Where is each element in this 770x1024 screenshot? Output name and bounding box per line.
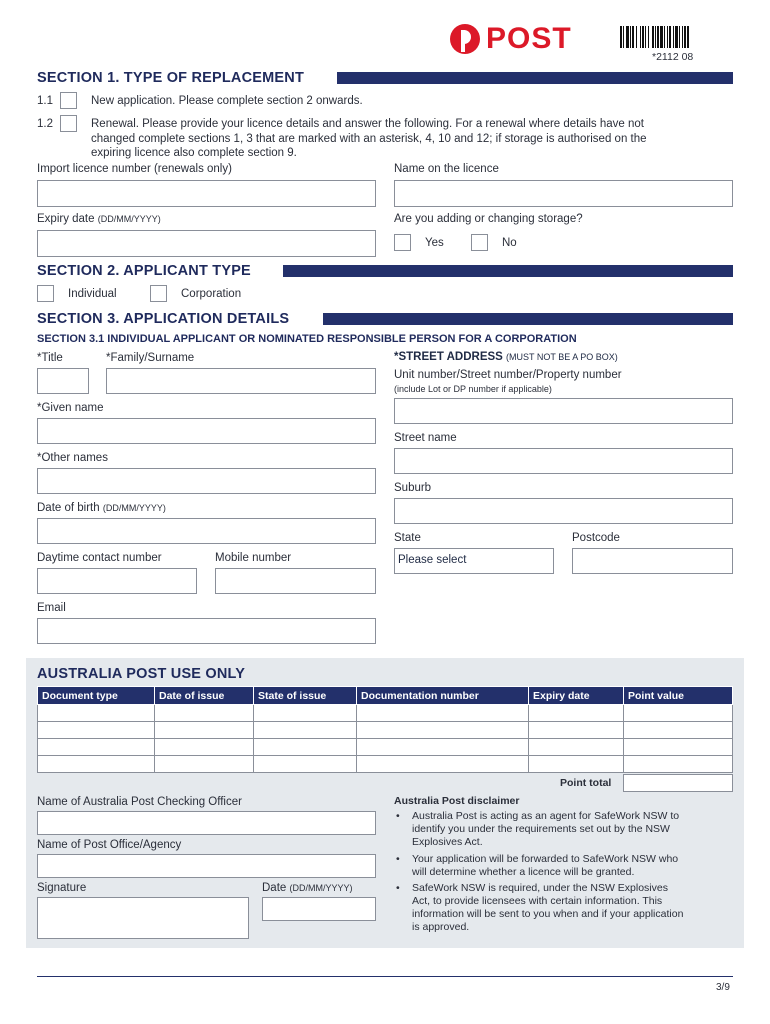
individual-checkbox[interactable] xyxy=(37,285,54,302)
table-cell[interactable] xyxy=(357,739,529,756)
barcode-number: *2112 08 xyxy=(652,51,694,63)
section2-title: SECTION 2. APPLICANT TYPE xyxy=(37,263,251,279)
expiry-date-label-text: Expiry date xyxy=(37,213,95,225)
import-licence-label: Import licence number (renewals only) xyxy=(37,163,232,175)
point-total-field[interactable] xyxy=(623,774,733,792)
section3-bar xyxy=(323,313,733,325)
table-cell[interactable] xyxy=(624,739,733,756)
title-label: *Title xyxy=(37,352,63,364)
post-logo-icon xyxy=(450,24,480,54)
storage-question: Are you adding or changing storage? xyxy=(394,213,583,225)
signature-field[interactable] xyxy=(37,897,249,939)
table-cell[interactable] xyxy=(529,705,624,722)
storage-no-checkbox[interactable] xyxy=(471,234,488,251)
table-cell[interactable] xyxy=(529,722,624,739)
email-field[interactable] xyxy=(37,618,376,644)
table-cell[interactable] xyxy=(357,756,529,773)
other-names-field[interactable] xyxy=(37,468,376,494)
dob-hint: (DD/MM/YYYY) xyxy=(102,503,166,513)
point-total-label: Point total xyxy=(560,777,612,789)
option2-text-line3: expiring licence also complete section 9. xyxy=(91,147,297,159)
bullet2-line1: • Your application will be forwarded to SafeWork NSW who xyxy=(412,853,679,865)
table-row xyxy=(38,756,733,773)
table-cell[interactable] xyxy=(38,739,155,756)
street-name-field[interactable] xyxy=(394,448,733,474)
dob-field[interactable] xyxy=(37,518,376,544)
table-cell[interactable] xyxy=(357,705,529,722)
table-cell[interactable] xyxy=(529,739,624,756)
street-address-heading xyxy=(394,351,618,363)
col-documentation-number: Documentation number xyxy=(357,687,529,705)
corporation-checkbox[interactable] xyxy=(150,285,167,302)
mobile-field[interactable] xyxy=(215,568,376,594)
table-row xyxy=(38,722,733,739)
table-row xyxy=(38,705,733,722)
suburb-field[interactable] xyxy=(394,498,733,524)
postcode-field[interactable] xyxy=(572,548,733,574)
option1-number: 1.1 xyxy=(37,95,53,107)
col-expiry-date: Expiry date xyxy=(529,687,624,705)
table-cell[interactable] xyxy=(254,739,357,756)
signature-label: Signature xyxy=(37,882,87,894)
table-cell[interactable] xyxy=(38,756,155,773)
name-on-licence-field[interactable] xyxy=(394,180,733,207)
section3-subtitle: SECTION 3.1 INDIVIDUAL APPLICANT OR NOMINATED RESPONSIBLE PERSON FOR A CORPORATION xyxy=(37,333,577,345)
sign-date-label-text: Date xyxy=(262,882,287,894)
dob-label xyxy=(37,502,166,514)
suburb-label: Suburb xyxy=(394,482,432,494)
street-address-hint: (MUST NOT BE A PO BOX) xyxy=(506,352,618,362)
unit-number-hint: (include Lot or DP number if applicable) xyxy=(394,384,552,394)
document-table xyxy=(37,686,733,773)
title-field[interactable] xyxy=(37,368,89,394)
document-table-header xyxy=(38,687,733,705)
post-office-field[interactable] xyxy=(37,854,376,878)
surname-field[interactable] xyxy=(106,368,376,394)
table-cell[interactable] xyxy=(38,722,155,739)
option2-text-line1: Renewal. Please provide your licence details and answer the following. For a renewal where details have not xyxy=(91,118,644,130)
unit-number-label: Unit number/Street number/Property number xyxy=(394,369,622,381)
table-cell[interactable] xyxy=(254,722,357,739)
table-cell[interactable] xyxy=(38,705,155,722)
table-cell[interactable] xyxy=(357,722,529,739)
officer-name-label: Name of Australia Post Checking Officer xyxy=(37,796,242,808)
postcode-label: Postcode xyxy=(572,532,620,544)
storage-yes-label: Yes xyxy=(425,237,444,249)
sign-date-field[interactable] xyxy=(262,897,376,921)
dob-label-text: Date of birth xyxy=(37,502,100,514)
corporation-label: Corporation xyxy=(181,288,242,300)
state-label: State xyxy=(394,532,421,544)
table-cell[interactable] xyxy=(155,739,254,756)
street-name-label: Street name xyxy=(394,432,457,444)
section1-title: SECTION 1. TYPE OF REPLACEMENT xyxy=(37,70,305,86)
section1-bar xyxy=(337,72,733,84)
disclaimer-bullet-3 xyxy=(412,882,683,934)
table-cell[interactable] xyxy=(624,722,733,739)
expiry-date-hint: (DD/MM/YYYY) xyxy=(97,214,161,224)
individual-label: Individual xyxy=(68,288,117,300)
bullet1-line1: • Australia Post is acting as an agent for SafeWork NSW to xyxy=(412,810,680,822)
unit-number-field[interactable] xyxy=(394,398,733,424)
page-number: 3/9 xyxy=(716,982,730,993)
disclaimer-title: Australia Post disclaimer xyxy=(394,795,520,807)
other-names-label: *Other names xyxy=(37,452,108,464)
street-address-label: *STREET ADDRESS xyxy=(394,351,503,363)
bullet3-line1: • SafeWork NSW is required, under the NSW Explosives xyxy=(412,882,668,894)
given-name-label: *Given name xyxy=(37,402,104,414)
surname-label: *Family/Surname xyxy=(106,352,195,364)
barcode-stripe xyxy=(687,26,689,48)
bullet1-line2: identify you under the requirements set out by the NSW xyxy=(412,823,670,835)
new-application-checkbox[interactable] xyxy=(60,92,77,109)
expiry-date-label xyxy=(37,213,161,225)
storage-yes-checkbox[interactable] xyxy=(394,234,411,251)
table-cell[interactable] xyxy=(529,756,624,773)
col-state-of-issue: State of issue xyxy=(254,687,357,705)
col-date-of-issue: Date of issue xyxy=(155,687,254,705)
option2-number: 1.2 xyxy=(37,118,53,130)
sign-date-label xyxy=(262,882,353,894)
footer-divider xyxy=(37,976,733,977)
table-row xyxy=(38,739,733,756)
bullet1-line3: Explosives Act. xyxy=(412,836,483,848)
bullet3-line3: information will be sent to you when and if your application xyxy=(412,908,684,920)
officer-name-field[interactable] xyxy=(37,811,376,835)
australia-post-logo xyxy=(450,22,572,56)
disclaimer-bullet-2 xyxy=(412,853,678,879)
table-cell[interactable] xyxy=(155,722,254,739)
state-select[interactable] xyxy=(394,548,554,574)
option1-text: New application. Please complete section 2 onwards. xyxy=(91,95,363,107)
table-cell[interactable] xyxy=(254,756,357,773)
table-cell[interactable] xyxy=(155,756,254,773)
table-cell[interactable] xyxy=(624,705,733,722)
table-cell[interactable] xyxy=(624,756,733,773)
bullet3-line2: Act, to provide licensees with certain information. This xyxy=(412,895,663,907)
section2-bar xyxy=(283,265,733,277)
option2-text-line2: changed complete sections 1, 3 that are marked with an asterisk, 4, 10 and 12; if storage is authorised on the xyxy=(91,133,647,145)
email-label: Email xyxy=(37,602,66,614)
post-office-label: Name of Post Office/Agency xyxy=(37,839,182,851)
daytime-contact-label: Daytime contact number xyxy=(37,552,162,564)
mobile-label: Mobile number xyxy=(215,552,292,564)
bullet2-line2: will determine whether a licence will be granted. xyxy=(412,866,635,878)
table-cell[interactable] xyxy=(254,705,357,722)
daytime-contact-field[interactable] xyxy=(37,568,197,594)
expiry-date-field[interactable] xyxy=(37,230,376,257)
logo-text: POST xyxy=(486,22,572,55)
import-licence-field[interactable] xyxy=(37,180,376,207)
table-cell[interactable] xyxy=(155,705,254,722)
name-on-licence-label: Name on the licence xyxy=(394,163,499,175)
disclaimer-bullet-1 xyxy=(412,810,679,849)
storage-no-label: No xyxy=(502,237,517,249)
sign-date-hint: (DD/MM/YYYY) xyxy=(289,883,353,893)
col-point-value: Point value xyxy=(624,687,733,705)
barcode xyxy=(620,26,730,48)
post-use-title: AUSTRALIA POST USE ONLY xyxy=(37,666,246,682)
given-name-field[interactable] xyxy=(37,418,376,444)
renewal-checkbox[interactable] xyxy=(60,115,77,132)
section3-title: SECTION 3. APPLICATION DETAILS xyxy=(37,311,290,327)
col-document-type: Document type xyxy=(38,687,155,705)
bullet3-line4: is approved. xyxy=(412,921,470,933)
state-select-value: Please select xyxy=(398,554,467,566)
